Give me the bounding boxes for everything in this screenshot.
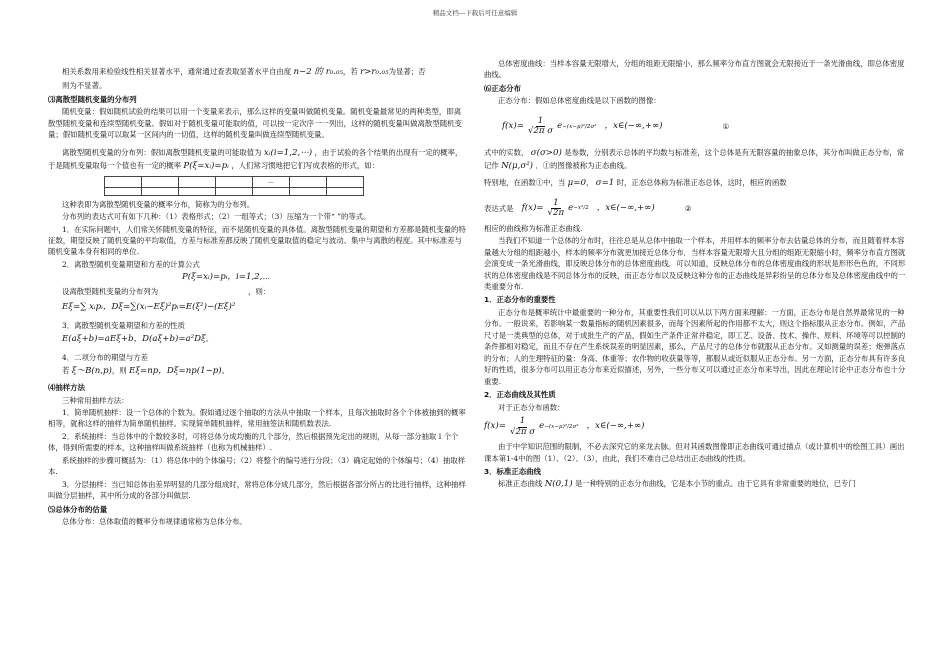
paragraph: 相关系数用来检验线性相关显著水平，通常通过查表取显著水平自由度 n−2 的 r₀.₀₅，若 r>r₀.₀₅为显著；否: [62, 67, 426, 77]
section-title: ⑹正态分布: [484, 83, 521, 93]
paragraph: 1．简单随机抽样：设一个总体的个数为。假如通过逐个抽取的方法从中抽取一个样本，且每次抽取时各个个体被抽到的概率相等，就称这样的抽样为简单随机抽样。实现简单随机抽样，常用抽签法和随机数表法.: [48, 407, 466, 429]
paragraph: 分布列的表达式可有如下几种：（1）表格形式；（2）一组等式；（3）压缩为一个带“ ”的等式。: [62, 212, 371, 222]
left-column: [48, 40, 468, 529]
paragraph: 随机变量：假如随机试验的结果可以用一个变量来表示，那么这样的变量叫做随机变量。随机变量最常见的两种类型，即离散型随机变量和连续型随机变量。假如对于随机变量可能取的值，可以按一定次序一一列出，这样的随机变量叫做离散型随机变量；假如随机变量可以取某一区间内的一切值，这样的随机变量叫做连续型随机变量。: [48, 107, 462, 140]
paragraph: 相应的曲线称为标准正态曲线.: [484, 223, 583, 233]
paragraph: 正态分布是概率统计中最重要的一种分布，其重要性我们可以从以下两方面来理解：一方面，正态分布是自然界最常见的一种分布。一般说来，若影响某一数量指标的随机因素很多，而每个因素所起的作用都不太大，则这个指标服从正态分布。例如，产品尺寸是一类典型的总体，对于成批生产的产品，假如生产条件正常并稳定，即工艺、设备、技术、操作、原料、环境等可以控制的条件都相对稳定，而且不存在产生系统误差的明显因素，那么，产品尺寸的总体分布就服从正态分布。又如测量的误差；炮弹落点的分布；人的生理特征的量：身高、体重等；农作物的收获量等等，都服从或近似服从正态分布。另一方面，正态分布具有许多良好的性质，很多分布可以用正态分布来近似描述，另外，一些分布又可以通过正态分布来导出，因此在理论讨论中正态分布也十分重要.: [484, 307, 906, 386]
paragraph: [48, 271, 468, 284]
formula: σ=1: [595, 178, 615, 189]
paragraph: 系统抽样的步骤可概括为：（1）将总体中的个体编号；（2）将整个的编号进行分段；（3）确定起始的个体编号；（4）抽取样本.: [48, 455, 466, 477]
paragraph: 式中的实数、 σ(σ>0) 是参数，分别表示总体的平均数与标准差，这个总体是有无限容量的抽象总体，其分布叫做正态分布，常记作 N(μ,σ²) ．①的图像被称为正态曲线。: [484, 147, 905, 172]
formula-normal-density: f(x)= $\frac{1}{\text{√2π σ}}$ e −(x−μ)²/2σ² ，x∈(−∞,+∞) ①: [502, 115, 730, 137]
section-title: ⑶离散型随机变量的分布列: [48, 94, 137, 104]
formula: E(aξ+b)=aEξ+b，D(aξ+b)=a²Dξ: [62, 333, 206, 344]
formula: P(ξ=xᵢ)=pᵢ，i=1,2,⋯: [182, 272, 271, 283]
paragraph: 3．分层抽样：当已知总体由差异明显的几部分组成时，常将总体分成几部分，然后根据各部分所占的比进行抽样，这种抽样叫做分层抽样，其中所分成的各部分叫做层.: [48, 479, 466, 501]
equation-number: ②: [684, 203, 692, 213]
paragraph: 设离散型随机变量的分布列为 ，则：: [62, 286, 271, 296]
paragraph: 离散型随机变量的分布列：假如离散型随机变量的可能取值为 xᵢ(i=1,2,⋯) ，由于试验的各个结果的出现有一定的概率，于是随机变量取每一个值也有一定的概率 P(ξ=xᵢ)=pᵢ ，人们常习惯地把它们写成表格的形式，如：: [48, 147, 463, 171]
section-title: 1．正态分布的重要性: [484, 295, 556, 305]
paragraph: 当我们不知道一个总体的分布时，往往总是从总体中抽取一个样本，并用样本的频率分布去估量总体的分布，而且随着样本容量越大分组的组距越小，样本的频率分布就更加接近总体分布．当样本容量无限增大且分组的组距无限缩小时，频率分布直方图就会演变成一条光滑曲线，即反映总体分布的总体密度曲线．可以知道，反映总体分布的总体密度曲线的形状是形形色色的，不同形状的总体密度曲线是不同总体分布的反映，而正态分布以及反映这种分布的正态曲线是异彩纷呈的总体分布及总体密度曲线中的一类重要分布.: [484, 236, 906, 291]
equation-number: ①: [722, 122, 730, 132]
section-title: ⑷抽样方法: [48, 383, 85, 393]
formula: Eξ=np，Dξ=np(1−p): [129, 365, 222, 376]
paragraph: 这种表即为离散型随机变量的概率分布，简称为的分布列。: [62, 199, 255, 209]
distribution-table: …: [104, 176, 364, 195]
formula: n−2 的 r₀.₀₅: [293, 67, 343, 77]
formula: μ=0: [567, 178, 586, 189]
formula: ξ～B(n,p): [71, 365, 112, 376]
formula-standard-normal: 表达式是 f(x)= $\frac{1}{√2\pi}$ e −x²/2 ，x∈(−∞,+∞) ②: [484, 197, 692, 219]
paragraph: 由于中学知识范围的限制，不必去深究它的来龙去脉。但对其函数图像即正态曲线可通过描点（或计算机中的绘图工具）画出课本第1-4中的图（1）、（2）、（3），由此，我们不难自己总结出正态曲线的性质。: [484, 442, 905, 463]
paragraph: 特别地，在函数①中，当 μ=0， σ=1 时，正态总体称为标准正态总体，这时，相应的函数: [484, 178, 787, 189]
paragraph: 2．离散型随机变量期望和方差的计算公式: [62, 259, 200, 269]
paragraph: 总体分布：总体取值的概率分布规律通常称为总体分布。: [62, 517, 247, 527]
paragraph: 总体密度曲线：当样本容量无限增大，分组的组距无限缩小，那么频率分布直方图就会无限接近于一条光滑曲线，即总体密度曲线。: [484, 59, 905, 80]
paragraph: 标准正态曲线 N(0,1) 是一种特别的正态分布曲线，它是本小节的重点。由于它具有非常重要的地位，已专门: [498, 479, 856, 490]
formula: Eξ=∑ xᵢpᵢ，Dξ=∑(xᵢ−Eξ)²pᵢ=E(ξ²)−(Eξ)²: [62, 302, 236, 313]
formula: N(μ,σ²): [501, 161, 534, 172]
paragraph: 2．系统抽样：当总体中的个数较多时，可将总体分成均衡的几个部分，然后根据预先定出的规则，从每一部分抽取１个个体，得到所需要的样本，这种抽样叫做系统抽样（也称为机械抽样）.: [48, 431, 459, 453]
paragraph: 3．离散型随机变量期望和方差的性质: [62, 321, 185, 331]
formula-normal-density-2: f(x)= $\frac{1}{\text{√2π σ}}$ e −(x−μ)²/2σ² ，x∈(−∞,+∞): [484, 416, 645, 437]
page-header: 精品文档---下载后可任意编辑: [432, 9, 518, 17]
paragraph: 若 ξ～B(n,p)，则 Eξ=np，Dξ=np(1−p)。: [62, 365, 230, 376]
formula: P(ξ=xᵢ)=pᵢ: [183, 160, 229, 171]
section-title: 3．标准正态曲线: [484, 466, 541, 476]
formula: r>r₀.₀₅: [360, 67, 389, 77]
paragraph: E(aξ+b)=aEξ+b，D(aξ+b)=a²Dξ。: [62, 333, 214, 344]
paragraph: 对于正态分布函数：: [498, 402, 565, 412]
paragraph: 三种常用抽样方法：: [62, 395, 129, 405]
paragraph: 4．二项分布的期望与方差: [62, 353, 149, 363]
paragraph: 1．在实际问题中，人们常关怀随机变量的特征，而不是随机变量的具体值。离散型随机变量的期望和方差都是随机变量的特征数，期望反映了随机变量的平均取值，方差与标准差都反映了随机变量取值的稳定与波动、集中与离散的程度。其中标准差与随机变量本身有相同的单位.: [48, 224, 466, 257]
formula: N(0,1): [544, 479, 573, 490]
paragraph: 正态分布：假如总体密度曲线是以下函数的图像：: [498, 96, 661, 106]
right-column: [484, 58, 910, 493]
paragraph: 则为不显著。: [62, 81, 107, 91]
section-title: 2．正态曲线及其性质: [484, 390, 556, 400]
section-title: ⑸总体分布的估量: [48, 504, 108, 514]
formula: xᵢ(i=1,2,⋯): [263, 147, 313, 158]
formula: σ(σ>0): [530, 147, 562, 158]
